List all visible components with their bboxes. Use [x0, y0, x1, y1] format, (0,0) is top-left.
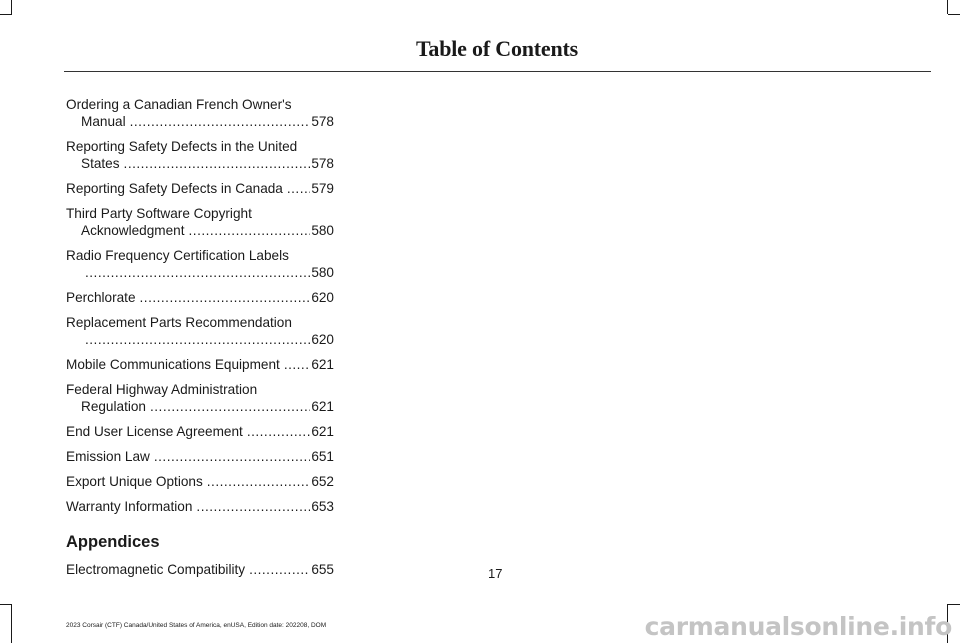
section-heading-appendices: Appendices [66, 533, 160, 551]
toc-entry-final-line [66, 356, 334, 373]
toc-entry-page: 621 [311, 399, 334, 414]
toc-entry-final-line [66, 113, 334, 130]
toc-entry-page: 651 [311, 449, 334, 464]
toc-entry[interactable] [66, 561, 334, 578]
toc-entry-final-line [66, 222, 334, 239]
toc-entry[interactable] [66, 205, 334, 239]
toc-entry-line [66, 314, 334, 331]
dot-leader [150, 398, 310, 415]
toc-entry-page: 621 [311, 424, 334, 439]
toc-entry[interactable] [66, 448, 334, 465]
dot-leader [140, 289, 311, 306]
toc-entry[interactable] [66, 381, 334, 415]
crop-mark-bottom-left-v [11, 604, 12, 643]
toc-entry-page: 621 [311, 357, 334, 372]
toc-entry-line [66, 96, 334, 113]
dot-leader [196, 498, 310, 515]
dot-leader [207, 473, 311, 490]
toc-entry-final-line [66, 289, 334, 306]
dot-leader [287, 180, 310, 197]
toc-entry-page: 579 [311, 181, 334, 196]
toc-entry-final-line [66, 264, 334, 281]
toc-entry-title: Reporting Safety Defects in the United [66, 139, 298, 154]
toc-entry-final-line [66, 473, 334, 490]
toc-entry[interactable] [66, 247, 334, 281]
toc-entry-line [66, 138, 334, 155]
toc-entry-title: Mobile Communications Equipment [66, 357, 280, 372]
toc-entry-line [66, 381, 334, 398]
toc-entry-final-line [66, 155, 334, 172]
crop-mark-bottom-left-h [0, 604, 12, 605]
toc-entry[interactable] [66, 289, 334, 306]
crop-mark-bottom-right-h [948, 604, 960, 605]
toc-entry-title: Federal Highway Administration [66, 382, 258, 397]
dot-leader [130, 113, 311, 130]
toc-entry[interactable] [66, 356, 334, 373]
toc-entry[interactable] [66, 498, 334, 515]
appendix-list [66, 561, 334, 578]
toc-entry-final-line [66, 561, 334, 578]
toc-entry-page: 620 [311, 332, 334, 347]
toc-entry[interactable] [66, 138, 334, 172]
dot-leader [124, 155, 311, 172]
toc-entry-page: 655 [311, 562, 334, 577]
toc-list [66, 96, 334, 515]
footer-edition-info: 2023 Corsair (CTF) Canada/United States of America, enUSA, Edition date: 202208, DOM [66, 622, 327, 629]
crop-mark-top-right-h [948, 14, 960, 15]
toc-entry-line [66, 205, 334, 222]
crop-mark-top-right-v [947, 0, 948, 14]
dot-leader [284, 356, 310, 373]
toc-entry[interactable] [66, 423, 334, 440]
toc-entry-page: 578 [311, 114, 334, 129]
toc-entry[interactable] [66, 314, 334, 348]
toc-entry-final-line [66, 331, 334, 348]
dot-leader [85, 331, 310, 348]
toc-entry-final-line [66, 423, 334, 440]
toc-entry-page: 578 [311, 156, 334, 171]
toc-entry-line [66, 247, 334, 264]
toc-entry-title: Radio Frequency Certification Labels [66, 248, 289, 263]
toc-entry-title: Perchlorate [66, 290, 136, 305]
toc-entry-title: Manual [81, 114, 126, 129]
toc-entry[interactable] [66, 96, 334, 130]
toc-entry[interactable] [66, 180, 334, 197]
dot-leader [247, 423, 310, 440]
crop-mark-top-left-v [11, 0, 12, 14]
page-number: 17 [488, 566, 503, 581]
dot-leader [85, 264, 310, 281]
toc-entry-title: Electromagnetic Compatibility [66, 562, 246, 577]
dot-leader [189, 222, 311, 239]
toc-entry-title: Export Unique Options [66, 474, 203, 489]
watermark: carmanualsonline.info [644, 612, 952, 641]
toc-entry-page: 620 [311, 290, 334, 305]
dot-leader [154, 448, 310, 465]
dot-leader [249, 561, 310, 578]
toc-entry-title: Third Party Software Copyright [66, 206, 252, 221]
toc-entry-page: 580 [311, 223, 334, 238]
table-of-contents [66, 96, 334, 586]
toc-entry-page: 652 [311, 474, 334, 489]
page-title: Table of Contents [415, 36, 578, 61]
toc-entry-final-line [66, 180, 334, 197]
crop-mark-top-left-h [0, 14, 12, 15]
toc-entry-title: Regulation [81, 399, 146, 414]
toc-entry-title: Replacement Parts Recommendation [66, 315, 292, 330]
toc-entry[interactable] [66, 473, 334, 490]
toc-entry-final-line [66, 498, 334, 515]
toc-entry-title: Warranty Information [66, 499, 193, 514]
toc-entry-final-line [66, 448, 334, 465]
toc-entry-title: States [81, 156, 120, 171]
toc-entry-title: Reporting Safety Defects in Canada [66, 181, 283, 196]
toc-entry-page: 653 [311, 499, 334, 514]
toc-entry-title: End User License Agreement [66, 424, 243, 439]
title-divider [64, 71, 931, 72]
toc-entry-final-line [66, 398, 334, 415]
toc-entry-title: Acknowledgment [81, 223, 185, 238]
toc-entry-title: Ordering a Canadian French Owner's [66, 97, 292, 112]
toc-entry-title: Emission Law [66, 449, 150, 464]
toc-entry-page: 580 [311, 265, 334, 280]
